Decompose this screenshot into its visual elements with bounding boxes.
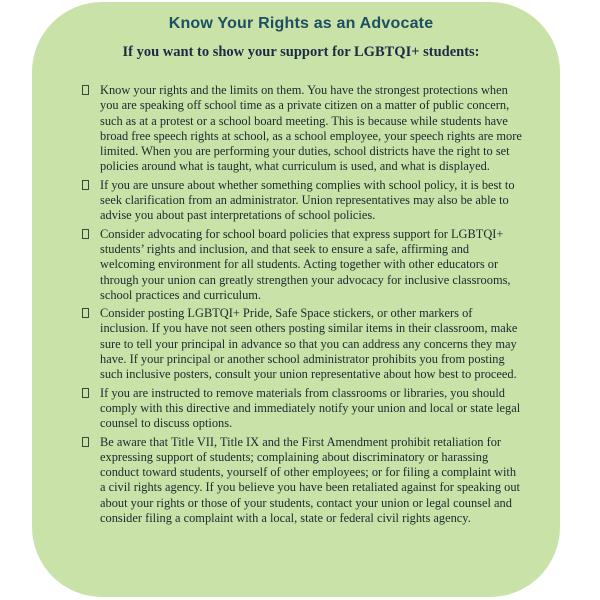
advice-list: [80, 83, 522, 526]
page-subtitle: If you want to show your support for LGBTQI+ students:: [122, 44, 480, 60]
list-item: [80, 386, 522, 432]
empty-checkbox-icon: [82, 388, 89, 398]
empty-checkbox-icon: [82, 85, 89, 95]
empty-checkbox-icon: [82, 437, 89, 447]
item-text: If you are instructed to remove materials from classrooms or libraries, you should comply with this directive and immediately notify your union and local or state legal counsel to discuss options.: [100, 385, 521, 431]
page-title: Know Your Rights as an Advocate: [168, 15, 434, 32]
item-text: Know your rights and the limits on them. You have the strongest protections when you are speaking off school time as a private citizen on a matter of public concern, such as at a protest or a school board meeting. This is because while students have broad free speech rights at school, as a school employee, your speech rights are more limited. When you are performing your duties, school districts have the right to set policies around what is taught, what curriculum is used, and what is displayed.: [100, 83, 522, 174]
list-item: [80, 83, 522, 175]
item-text: If you are unsure about whether something complies with school policy, it is best to seek clarification from an administrator. Union representatives may also be able to advise you about past interpretations of school policies.: [100, 177, 515, 223]
list-item: [80, 227, 522, 303]
empty-checkbox-icon: [82, 308, 89, 318]
item-text: Be aware that Title VII, Title IX and the First Amendment prohibit retaliation for expressing support of students; complaining about discriminatory or harassing conduct toward students, yourself of other employees; or for filing a complaint with a civil rights agency. If you believe you have been retaliated against for speaking out about your rights or those of your students, contact your union or legal counsel and consider filing a complaint with a local, state or federal civil rights agency.: [100, 434, 520, 526]
list-item: [80, 306, 522, 382]
item-text: Consider posting LGBTQI+ Pride, Safe Space stickers, or other markers of inclusion. If you have not seen others posting similar items in their classroom, make sure to tell your principal in advance so that you can address any concerns they may have. If your principal or another school administrator prohibits you from posting such inclusive posters, consult your union representative about how best to proceed.: [100, 306, 518, 382]
item-text: Consider advocating for school board policies that express support for LGBTQI+ students’ rights and inclusion, and that seek to ensure a safe, affirming and welcoming environment for all students. Acting together with other educators or through your union can greatly strengthen your advocacy for inclusive classrooms, school practices and curriculum.: [100, 226, 511, 302]
empty-checkbox-icon: [82, 180, 89, 190]
rights-panel: [32, 2, 560, 597]
empty-checkbox-icon: [82, 229, 89, 239]
list-item: [80, 178, 522, 224]
list-item: [80, 435, 522, 527]
